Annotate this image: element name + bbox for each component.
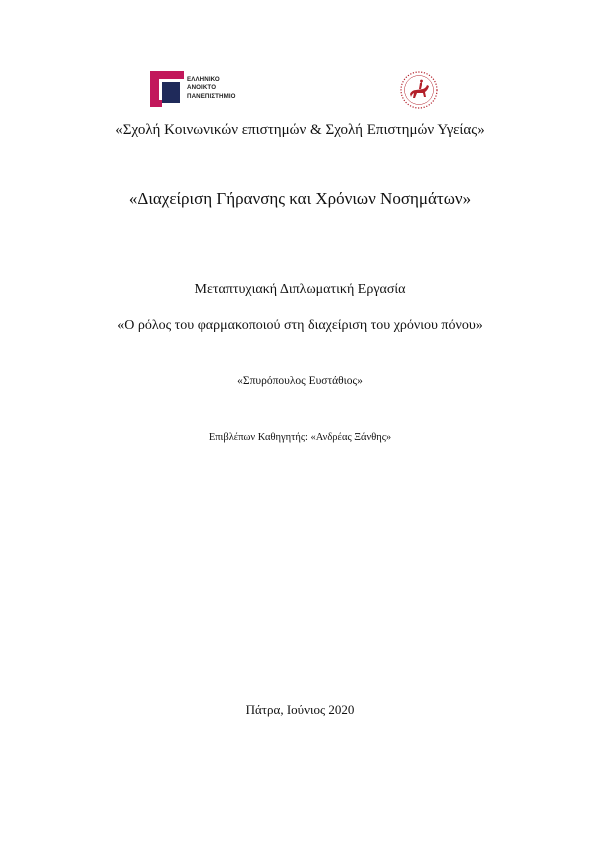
author-name: «Σπυρόπουλος Ευστάθιος» (237, 375, 363, 387)
eap-logo (150, 71, 250, 107)
eap-logo-line: ΕΛΛΗΝΙΚΟ (187, 76, 220, 83)
program-title: «Διαχείριση Γήρανσης και Χρόνιων Νοσημάτων» (128, 189, 472, 208)
eap-logo-line: ΠΑΝΕΠΙΣΤΗΜΙΟ (187, 92, 236, 100)
thesis-type: Μεταπτυχιακή Διπλωματική Εργασία (194, 282, 406, 297)
schools-heading: «Σχολή Κοινωνικών επιστημών & Σχολή Επιστημών Υγείας» (115, 122, 485, 138)
eap-logo-line: ΑΝΟΙΚΤΟ (187, 84, 217, 92)
supervisor-line: Επιβλέπων Καθηγητής: «Ανδρέας Ξάνθης» (208, 432, 392, 443)
thesis-title: «Ο ρόλος του φαρμακοποιού στη διαχείριση του χρόνιου πόνου» (117, 318, 483, 333)
eap-logo-mark (150, 71, 184, 107)
university-of-patras-seal-icon (399, 70, 439, 110)
eap-logo-text (187, 76, 257, 101)
place-date: Πάτρα, Ιούνιος 2020 (245, 702, 355, 717)
